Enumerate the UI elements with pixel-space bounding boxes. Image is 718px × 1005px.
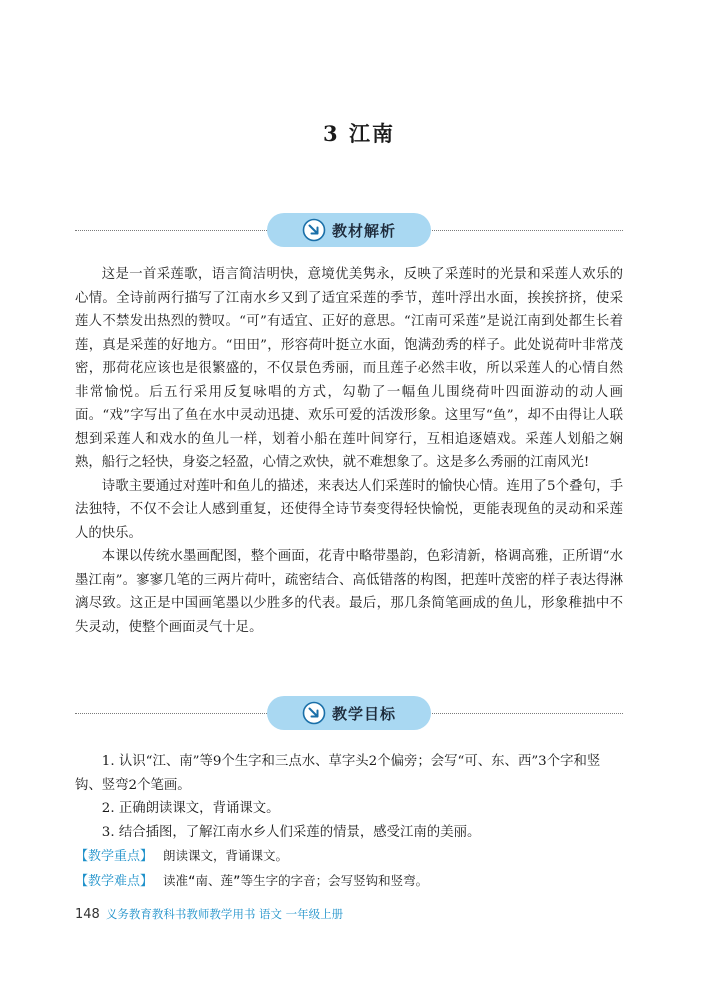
analysis-paragraph: 这是一首采莲歌，语言简洁明快，意境优美隽永，反映了采莲时的光景和采莲人欢乐的心情。全诗前两行描写了江南水乡又到了适宜采莲的季节，莲叶浮出水面，挨挨挤挤，使采莲人不禁发出热烈的赞叹。“可”有适宜、正好的意思。“江南可采莲”是说江南到处都生长着莲，真是采莲的好地方。“田田”，形容荷叶挺立水面，饱满劲秀的样子。此处说荷叶非常茂密，那荷花应该也是很繁盛的，不仅景色秀丽，而且莲子必然丰收，所以采莲人的心情自然非常愉悦。后五行采用反复咏唱的方式，勾勒了一幅鱼儿围绕荷叶四面游动的动人画面。“戏”字写出了鱼在水中灵动迅捷、欢乐可爱的活泼形象。这里写“鱼”，却不由得让人联想到采莲人和戏水的鱼儿一样，划着小船在莲叶间穿行，互相追逐嬉戏。采莲人划船之娴熟，船行之轻快，身姿之轻盈，心情之欢快，就不难想象了。这是多么秀丽的江南风光! [75,267,623,470]
page-number: 148 [75,907,100,922]
goal-item: 1. 认识“江、南”等9个生字和三点水、草字头2个偏旁；会写“可、东、西”3个字和竖钩、竖弯2个笔画。 [75,754,601,793]
section-label: 教材解析 [331,221,396,240]
analysis-body [75,263,623,639]
section-pill-goals [267,696,431,730]
difficulty-text: 读准“南、莲”等生字的字音；会写竖钩和竖弯。 [163,872,429,888]
key-point-text: 朗读课文，背诵课文。 [163,848,289,863]
goal-item: 3. 结合插图，了解江南水乡人们采莲的情景，感受江南的美丽。 [101,824,481,840]
analysis-paragraph: 本课以传统水墨画配图，整个画面，花青中略带墨韵，色彩清新，格调高雅，正所谓“水墨江南”。寥寥几笔的三两片荷叶，疏密结合、高低错落的构图，把莲叶茂密的样子表达得淋漓尽致。这正是中国画笔墨以少胜多的代表。最后，那几条简笔画成的鱼儿，形象稚拙中不失灵动，使整个画面灵气十足。 [75,549,623,635]
arrow-down-right-circle-icon [302,218,326,242]
section-header-analysis [75,213,623,249]
difficulty-line [75,869,623,894]
page-title: 3 江南 [323,121,395,146]
key-point-tag: 【教学重点】 [75,849,154,864]
goals-body [75,750,623,893]
analysis-paragraph: 诗歌主要通过对莲叶和鱼儿的描述，来表达人们采莲时的愉快心情。连用了5个叠句，手法独特，不仅不会让人感到重复，还使得全诗节奏变得轻快愉悦，更能表现鱼的灵动和采莲人的快乐。 [75,478,623,541]
section-header-goals [75,696,623,732]
section-pill-analysis [267,213,431,247]
page-footer [75,906,343,922]
key-point-line [75,844,623,869]
difficulty-tag: 【教学难点】 [75,873,154,889]
arrow-down-right-circle-icon [302,701,326,725]
section-label: 教学目标 [331,704,396,723]
book-title: 义务教育教科书教师教学用书 语文 一年级上册 [105,907,344,921]
goal-item: 2. 正确朗读课文，背诵课文。 [101,801,280,816]
